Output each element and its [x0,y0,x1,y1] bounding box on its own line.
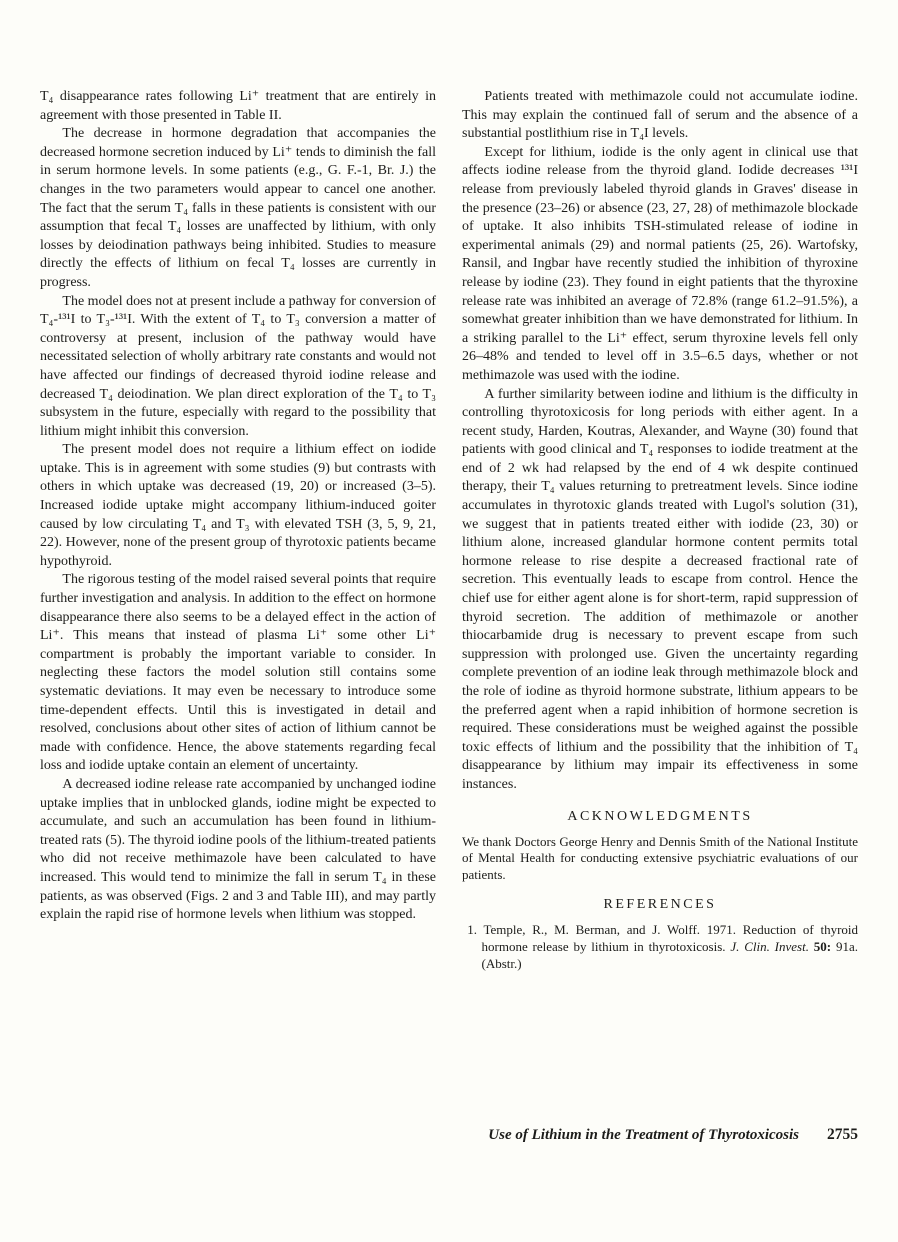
left-column [40,88,436,972]
paragraph: The rigorous testing of the model raised several points that require further investigation and analysis. In addition to the effect on hormone disappearance there also seems to be a delayed effect in the action of Li⁺. This means that instead of plasma Li⁺ some other Li⁺ compartment is probably the important variable to consider. In neglecting these factors the model solution still contains some systematic deviations. It may even be necessary to introduce some time-dependent effects. Until this is investigated in detail and resolved, conclusions about other sites of action of lithium cannot be made with confidence. Hence, the above statements regarding fecal loss and iodide uptake contain an element of uncertainty. [40,572,436,774]
paragraph: A further similarity between iodine and lithium is the difficulty in controlling thyrotoxicosis for long periods with either agent. In a recent study, Harden, Koutras, Alexander, and Wayne (30) found that patients with good clinical and T₄ responses to iodide treatment at the end of 2 wk had relapsed by the end of 4 wk despite continued therapy, their T₄ values returning to pretreatment levels. Since iodine accumulates in thyrotoxic glands treated with Lugol's solution (31), we suggest that in patients treated either with iodide (23, 30) or lithium alone, increased glandular hormone content permits total hormone release to rise despite a decreased fractional rate of secretion. This eventually leads to escape from control. Hence the chief use for either agent alone is for short-term, rapid suppression of thyroid secretion. The addition of methimazole or another thiocarbamide drug is necessary to prevent escape from such suppression with prolonged use. Given the uncertainty regarding complete prevention of an iodine leak through methimazole block and the role of iodine as thyroid hormone substrate, lithium appears to be the preferred agent when a rapid inhibition of hormone secretion is required. These considerations must be weighed against the possible toxic effects of lithium and the possibility that the inhibition of T₄ disappearance by lithium may impair its effectiveness in some instances. [462,386,858,792]
reference-item [462,922,858,972]
reference-text: Temple, R., M. Berman, and J. Wolff. 1971. Reduction of thyroid hormone release by lithium in thyrotoxicosis. [481,922,859,954]
paragraph: A decreased iodine release rate accompanied by unchanged iodine uptake implies that in unblocked glands, iodine might be expected to accumulate, and such an accumulation has been found in lithium-treated rats (5). The thyroid iodine pools of the lithium-treated patients who did not receive methimazole have been calculated to have increased. This would tend to minimize the fall in serum T₄ in these patients, as was observed (Figs. 2 and 3 and Table III), and may partly explain the rapid rise of hormone levels when lithium was stopped. [40,776,436,923]
paragraph: Except for lithium, iodide is the only agent in clinical use that affects iodine release from the thyroid gland. Iodide decreases ¹³¹I release from previously labeled thyroid glands in Graves' disease in the presence (23–26) or absence (23, 27, 28) of methimazole blockade of uptake. It also inhibits TSH-stimulated release of iodine in experimental animals (29) and normal patients (25, 26). Wartofsky, Ransil, and Ingbar have recently studied the inhibition of thyroxine release by iodine (23). They found in eight patients that the thyroxine release rate was inhibited an average of 72.8% (range 61.2–91.5%), a somewhat greater inhibition than we have demonstrated for lithium. In a striking parallel to the Li⁺ effect, serum thyroxine levels fell only 26–48% and tended to level off in 3.5–6.5 days, whether or not methimazole was used with the iodine. [462,144,858,383]
right-column [462,88,858,972]
reference-number: 1. [467,922,477,938]
paragraph: T₄ disappearance rates following Li⁺ treatment that are entirely in agreement with those presented in Table II. [40,89,436,123]
reference-list [462,922,858,972]
page-number: 2755 [827,1126,858,1143]
reference-volume: 50: [813,938,832,954]
running-title: Use of Lithium in the Treatment of Thyrotoxicosis [488,1127,799,1143]
acknowledgments-body: We thank Doctors George Henry and Dennis Smith of the National Institute of Mental Health for conducting extensive psychiatric evaluations of our patients. [462,833,858,882]
page-footer [40,1126,858,1144]
paragraph: Patients treated with methimazole could not accumulate iodine. This may explain the continued fall of serum and the absence of a substantial postlithium rise in T₄I levels. [462,89,858,142]
two-column-body [40,88,858,972]
section-heading-references: REFERENCES [603,897,717,913]
paragraph: The model does not at present include a pathway for conversion of T₄-¹³¹I to T₃-¹³¹I. With the extent of T₄ to T₃ conversion a matter of controversy at present, inclusion of the pathway would have necessitated selection of wholly arbitrary rate constants and would not have affected our findings of decreased thyroid iodine release and decreased T₄ deiodination. We plan direct exploration of the T₄ to T₃ subsystem in the future, especially with regard to the possibility that lithium might inhibit this conversion. [40,293,436,439]
reference-journal: J. Clin. Invest. [730,938,809,954]
section-heading-acknowledgments: ACKNOWLEDGMENTS [567,808,753,824]
reference-pages: 91a. (Abstr.) [481,938,858,971]
paragraph: The decrease in hormone degradation that accompanies the decreased hormone secretion induced by Li⁺ tends to diminish the fall in serum hormone levels. In some patients (e.g., G. F.-1, Br. J.) the changes in the two parameters would appear to cancel one another. The fact that the serum T₄ falls in these patients is consistent with our assumption that fecal T₄ losses are unaffected by lithium, with only losses by deiodination pathways being inhibited. Studies to measure directly the effects of lithium on fecal T₄ losses are currently in progress. [40,126,436,290]
paragraph: The present model does not require a lithium effect on iodide uptake. This is in agreement with some studies (9) but contrasts with others in which uptake was decreased (19, 20) or increased (3–5). Increased iodide uptake might accompany lithium-induced goiter caused by low circulating T₄ and T₃ with elevated TSH (3, 5, 9, 21, 22). However, none of the present group of thyrotoxic patients became hypothyroid. [40,442,436,569]
